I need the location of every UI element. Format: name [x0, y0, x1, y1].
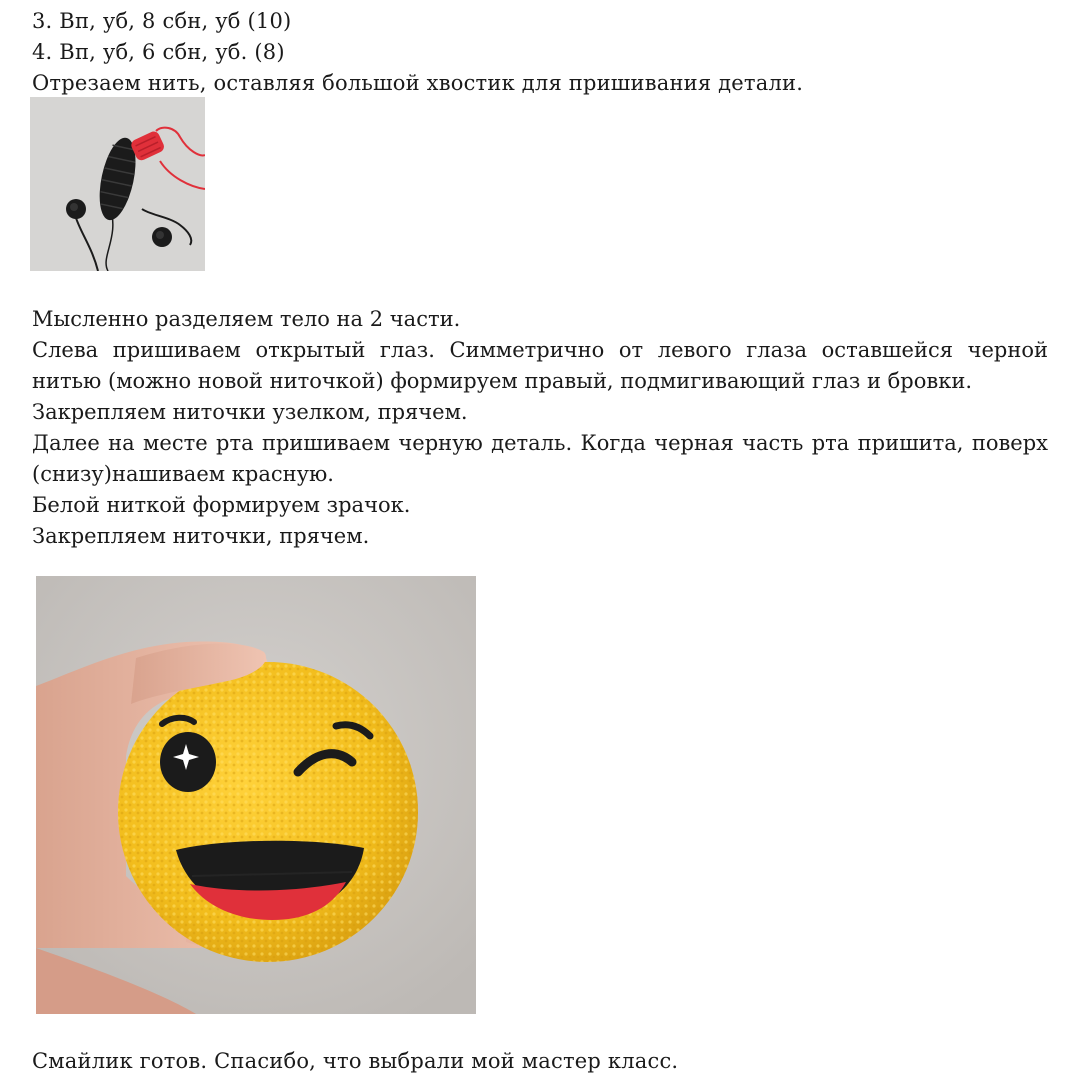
cut-thread-text: Отрезаем нить, оставляя большой хвостик для пришивания детали. [32, 71, 804, 95]
closing-text: Смайлик готов. Спасибо, что выбрали мой мастер класс. [32, 1049, 679, 1073]
instruction-paragraph: Слева пришиваем открытый глаз. Симметрично от левого глаза оставшейся черной нитью (можно новой ниточкой) формируем правый, подмигивающий глаз и бровки. [32, 338, 1048, 393]
step-3-text: 3. Вп, уб, 8 сбн, уб (10) [32, 9, 292, 33]
instructions-block [32, 304, 1048, 552]
instruction-paragraph: Закрепляем ниточки, прячем. [32, 524, 370, 548]
mouth-parts-photo [30, 97, 205, 271]
step-4-text: 4. Вп, уб, 6 сбн, уб. (8) [32, 40, 285, 64]
instruction-paragraph: Закрепляем ниточки узелком, прячем. [32, 400, 468, 424]
instruction-paragraph: Далее на месте рта пришиваем черную деталь. Когда черная часть рта пришита, поверх (снизу)нашиваем красную. [32, 431, 1048, 486]
instruction-paragraph: Мысленно разделяем тело на 2 части. [32, 307, 461, 331]
finished-smiley-photo [36, 576, 476, 1014]
instruction-paragraph: Белой ниткой формируем зрачок. [32, 493, 411, 517]
